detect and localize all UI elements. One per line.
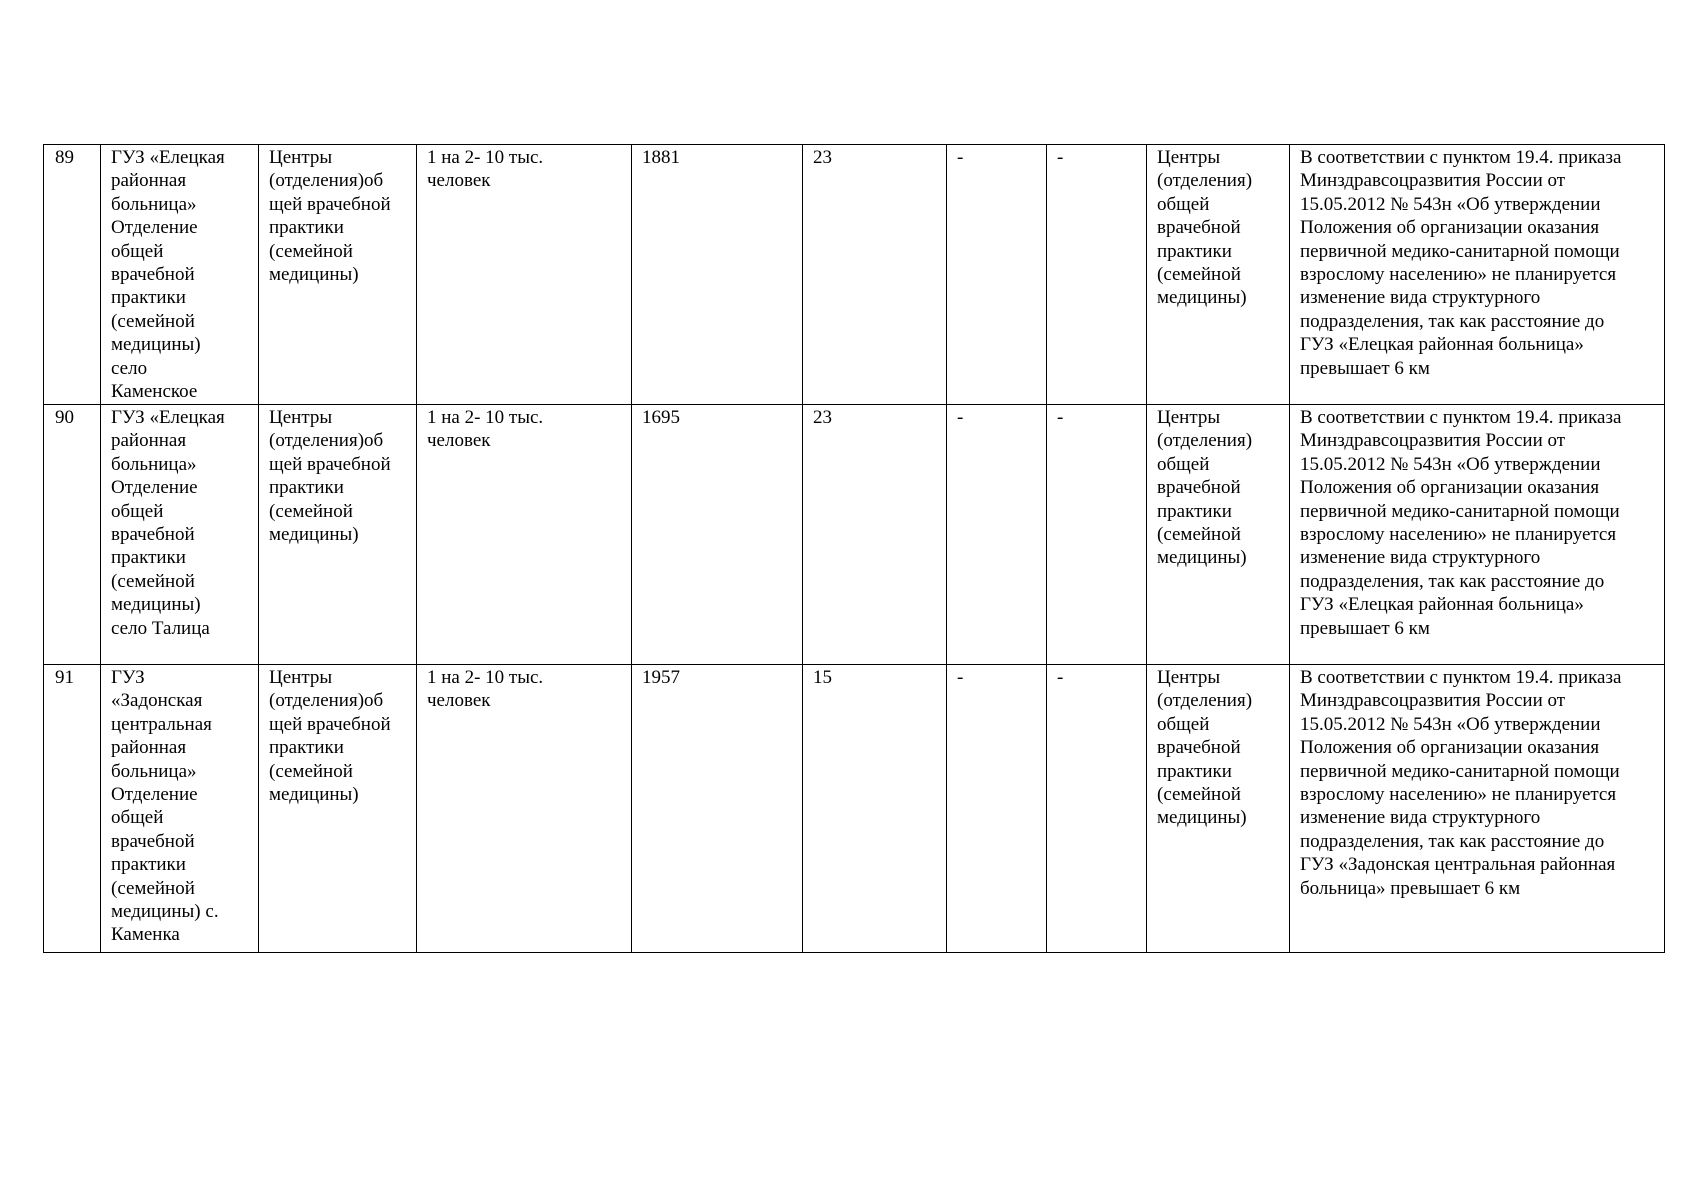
table-row [44,145,1665,405]
facilities-table [43,144,1665,953]
distance: 15 [803,665,947,953]
facility-type: Центры (отделения)об щей врачебной практики (семейной медицины) [259,145,417,405]
table-row [44,405,1665,665]
planned-facility-type: Центры (отделения) общей врачебной практики (семейной медицины) [1147,405,1290,665]
row-number: 89 [44,145,101,405]
empty-value-1: - [947,665,1047,953]
empty-value-1: - [947,405,1047,665]
population: 1957 [632,665,803,953]
population: 1695 [632,405,803,665]
planned-facility-type: Центры (отделения) общей врачебной практики (семейной медицины) [1147,665,1290,953]
empty-value-1: - [947,145,1047,405]
institution-name: ГУЗ «Задонская центральная районная больница» Отделение общей врачебной практики (семейной медицины) с. Каменка [101,665,259,953]
empty-value-2: - [1047,405,1147,665]
population: 1881 [632,145,803,405]
norm: 1 на 2- 10 тыс. человек [417,665,632,953]
norm: 1 на 2- 10 тыс. человек [417,145,632,405]
empty-value-2: - [1047,145,1147,405]
institution-name: ГУЗ «Елецкая районная больница» Отделение общей врачебной практики (семейной медицины) село Талица [101,405,259,665]
distance: 23 [803,145,947,405]
row-number: 90 [44,405,101,665]
note: В соответствии с пунктом 19.4. приказа Минздравсоцразвития России от 15.05.2012 № 543н «Об утверждении Положения об организации оказания первичной медико-санитарной помощи взрослому населению» не планируется изменение вида структурного подразделения, так как расстояние до ГУЗ «Елецкая районная больница» превышает 6 км [1290,145,1665,405]
note: В соответствии с пунктом 19.4. приказа Минздравсоцразвития России от 15.05.2012 № 543н «Об утверждении Положения об организации оказания первичной медико-санитарной помощи взрослому населению» не планируется изменение вида структурного подразделения, так как расстояние до ГУЗ «Задонская центральная районная больница» превышает 6 км [1290,665,1665,953]
distance: 23 [803,405,947,665]
note: В соответствии с пунктом 19.4. приказа Минздравсоцразвития России от 15.05.2012 № 543н «Об утверждении Положения об организации оказания первичной медико-санитарной помощи взрослому населению» не планируется изменение вида структурного подразделения, так как расстояние до ГУЗ «Елецкая районная больница» превышает 6 км [1290,405,1665,665]
planned-facility-type: Центры (отделения) общей врачебной практики (семейной медицины) [1147,145,1290,405]
empty-value-2: - [1047,665,1147,953]
facility-type: Центры (отделения)об щей врачебной практики (семейной медицины) [259,405,417,665]
norm: 1 на 2- 10 тыс. человек [417,405,632,665]
table-row [44,665,1665,953]
facility-type: Центры (отделения)об щей врачебной практики (семейной медицины) [259,665,417,953]
institution-name: ГУЗ «Елецкая районная больница» Отделение общей врачебной практики (семейной медицины) село Каменское [101,145,259,405]
row-number: 91 [44,665,101,953]
